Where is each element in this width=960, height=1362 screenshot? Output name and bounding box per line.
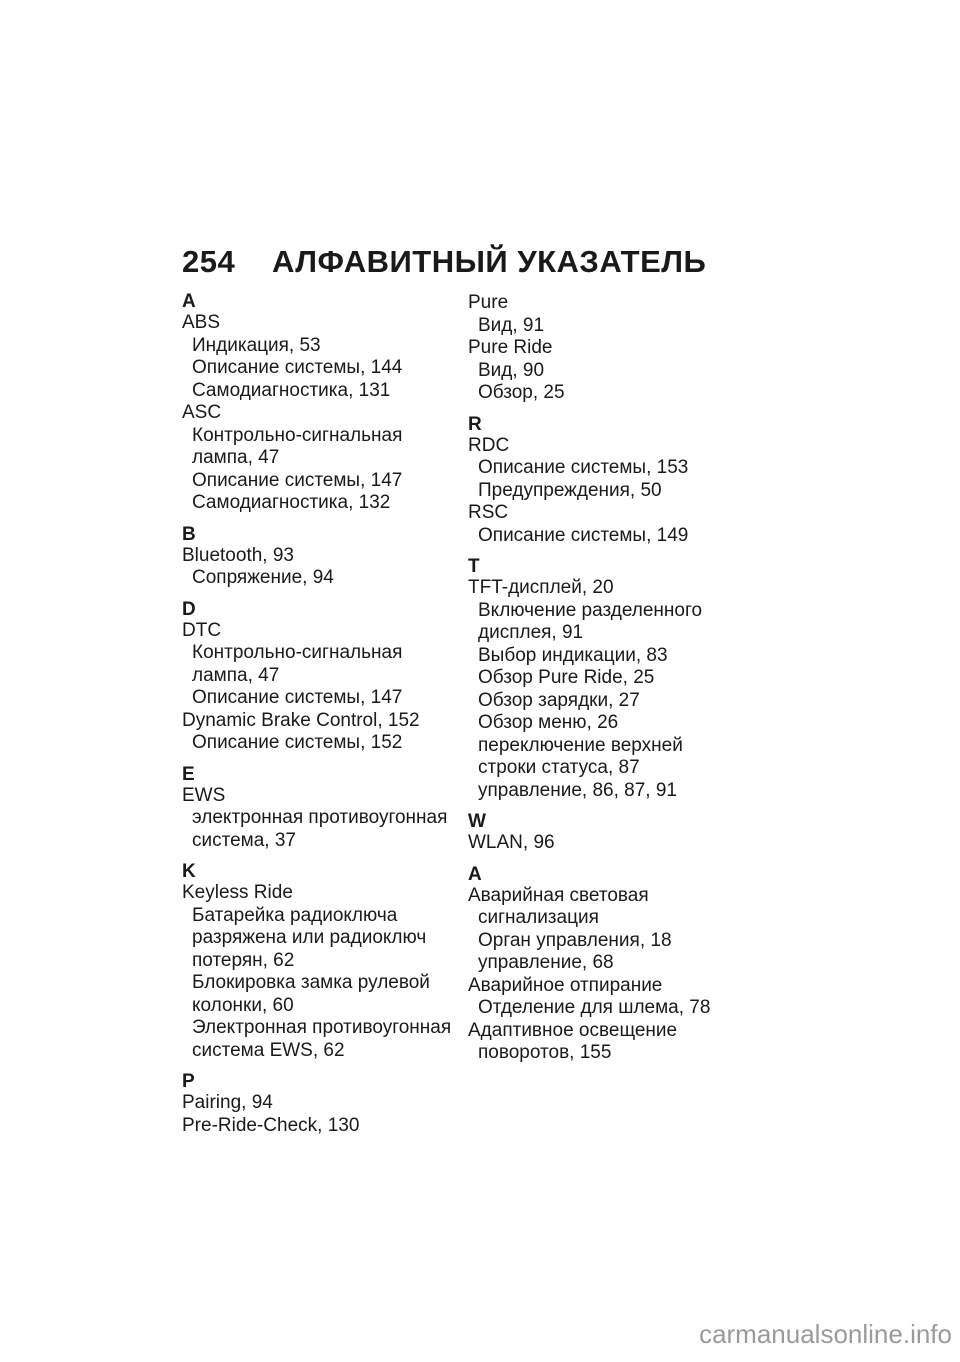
index-subentry: Описание системы, 147 (192, 469, 403, 491)
index-subentry: Отделение для шлема, 78 (478, 997, 711, 1018)
index-letter: A (182, 291, 196, 312)
index-column-right (468, 292, 748, 1075)
index-subentry: Описание системы, 153 (478, 457, 689, 478)
index-group (468, 415, 748, 548)
index-letter: K (182, 861, 196, 882)
index-group (468, 557, 748, 802)
index-subentry: лампа, 47 (192, 664, 280, 686)
index-group (182, 600, 462, 755)
index-letter: E (182, 763, 195, 785)
index-entry: Аварийная световая (468, 884, 649, 906)
index-subentry: Сопряжение, 94 (192, 567, 334, 588)
index-group (468, 812, 748, 855)
page-title: АЛФАВИТНЫЙ УКАЗАТЕЛЬ (272, 244, 707, 279)
index-subentry: Блокировка замка рулевой (192, 972, 430, 993)
index-entry: TFT-дисплей, 20 (468, 577, 614, 598)
index-letter: P (182, 1071, 195, 1092)
index-letter: T (468, 556, 480, 577)
index-group (468, 865, 748, 1065)
index-subentry: разряжена или радиоключ (192, 927, 427, 948)
index-subentry: Вид, 91 (478, 314, 545, 336)
index-letter: W (468, 811, 486, 832)
index-subentry: Самодиагностика, 132 (192, 492, 391, 513)
index-group (182, 862, 462, 1062)
index-subentry: Батарейка радиоключа (192, 904, 398, 926)
index-group (182, 1072, 462, 1137)
index-subentry: сигнализация (478, 907, 599, 928)
index-subentry: Предупреждения, 50 (478, 479, 662, 501)
index-subentry: Контрольно-сигнальная (192, 642, 403, 663)
index-subentry: Выбор индикации, 83 (478, 644, 668, 666)
index-subentry: Орган управления, 18 (478, 929, 672, 951)
index-subentry: дисплея, 91 (478, 622, 584, 643)
index-entry: ABS (182, 312, 221, 333)
index-entry: Keyless Ride (182, 882, 293, 903)
index-entry: Dynamic Brake Control, 152 (182, 709, 420, 731)
index-group (182, 525, 462, 590)
index-letter: B (182, 523, 196, 545)
index-entry: Аварийное отпирание (468, 974, 663, 996)
index-subentry: Описание системы, 144 (192, 357, 403, 378)
index-subentry: Включение разделенного (478, 599, 703, 621)
index-subentry: система, 37 (192, 829, 296, 851)
index-subentry: поворотов, 155 (478, 1042, 612, 1063)
index-column-left (182, 292, 462, 1147)
index-subentry: Обзор зарядки, 27 (478, 689, 640, 711)
page-number: 254 (182, 244, 236, 279)
index-entry: Адаптивное освещение (468, 1019, 678, 1041)
page-header (182, 244, 706, 280)
index-subentry: Описание системы, 149 (478, 524, 689, 546)
index-subentry: система EWS, 62 (192, 1039, 345, 1061)
index-entry: RDC (468, 434, 510, 456)
index-entry: ASC (182, 402, 222, 423)
index-entry: EWS (182, 784, 226, 806)
index-entry: Pure (468, 292, 509, 313)
index-subentry: Обзор Pure Ride, 25 (478, 667, 655, 688)
index-subentry: Самодиагностика, 131 (192, 379, 391, 401)
index-subentry: электронная противоугонная (192, 807, 448, 828)
index-subentry: Описание системы, 147 (192, 687, 403, 708)
index-subentry: Описание системы, 152 (192, 732, 403, 753)
index-subentry: управление, 86, 87, 91 (478, 779, 677, 801)
index-subentry: лампа, 47 (192, 447, 280, 468)
index-group (468, 292, 748, 405)
index-subentry: Электронная противоугонная (192, 1017, 452, 1038)
index-entry: Pure Ride (468, 337, 553, 358)
index-subentry: колонки, 60 (192, 994, 294, 1016)
index-subentry: Контрольно-сигнальная (192, 424, 403, 446)
index-entry: Bluetooth, 93 (182, 544, 294, 566)
index-letter: А (468, 863, 482, 885)
index-entry: Pre-Ride-Check, 130 (182, 1114, 360, 1136)
index-subentry: Индикация, 53 (192, 334, 321, 356)
index-subentry: Обзор, 25 (478, 382, 565, 403)
index-subentry: потерян, 62 (192, 949, 295, 971)
index-entry: RSC (468, 502, 509, 523)
index-subentry: Вид, 90 (478, 359, 545, 381)
index-group (182, 292, 462, 515)
index-subentry: строки статуса, 87 (478, 757, 640, 778)
watermark: carmanualsonline.info (699, 1319, 952, 1349)
index-subentry: Обзор меню, 26 (478, 712, 619, 733)
index-entry: Pairing, 94 (182, 1092, 273, 1113)
index-subentry: переключение верхней (478, 734, 683, 756)
index-entry: WLAN, 96 (468, 832, 555, 853)
index-letter: R (468, 413, 482, 435)
index-group (182, 765, 462, 853)
index-entry: DTC (182, 619, 222, 641)
index-subentry: управление, 68 (478, 952, 614, 973)
index-letter: D (182, 598, 196, 620)
